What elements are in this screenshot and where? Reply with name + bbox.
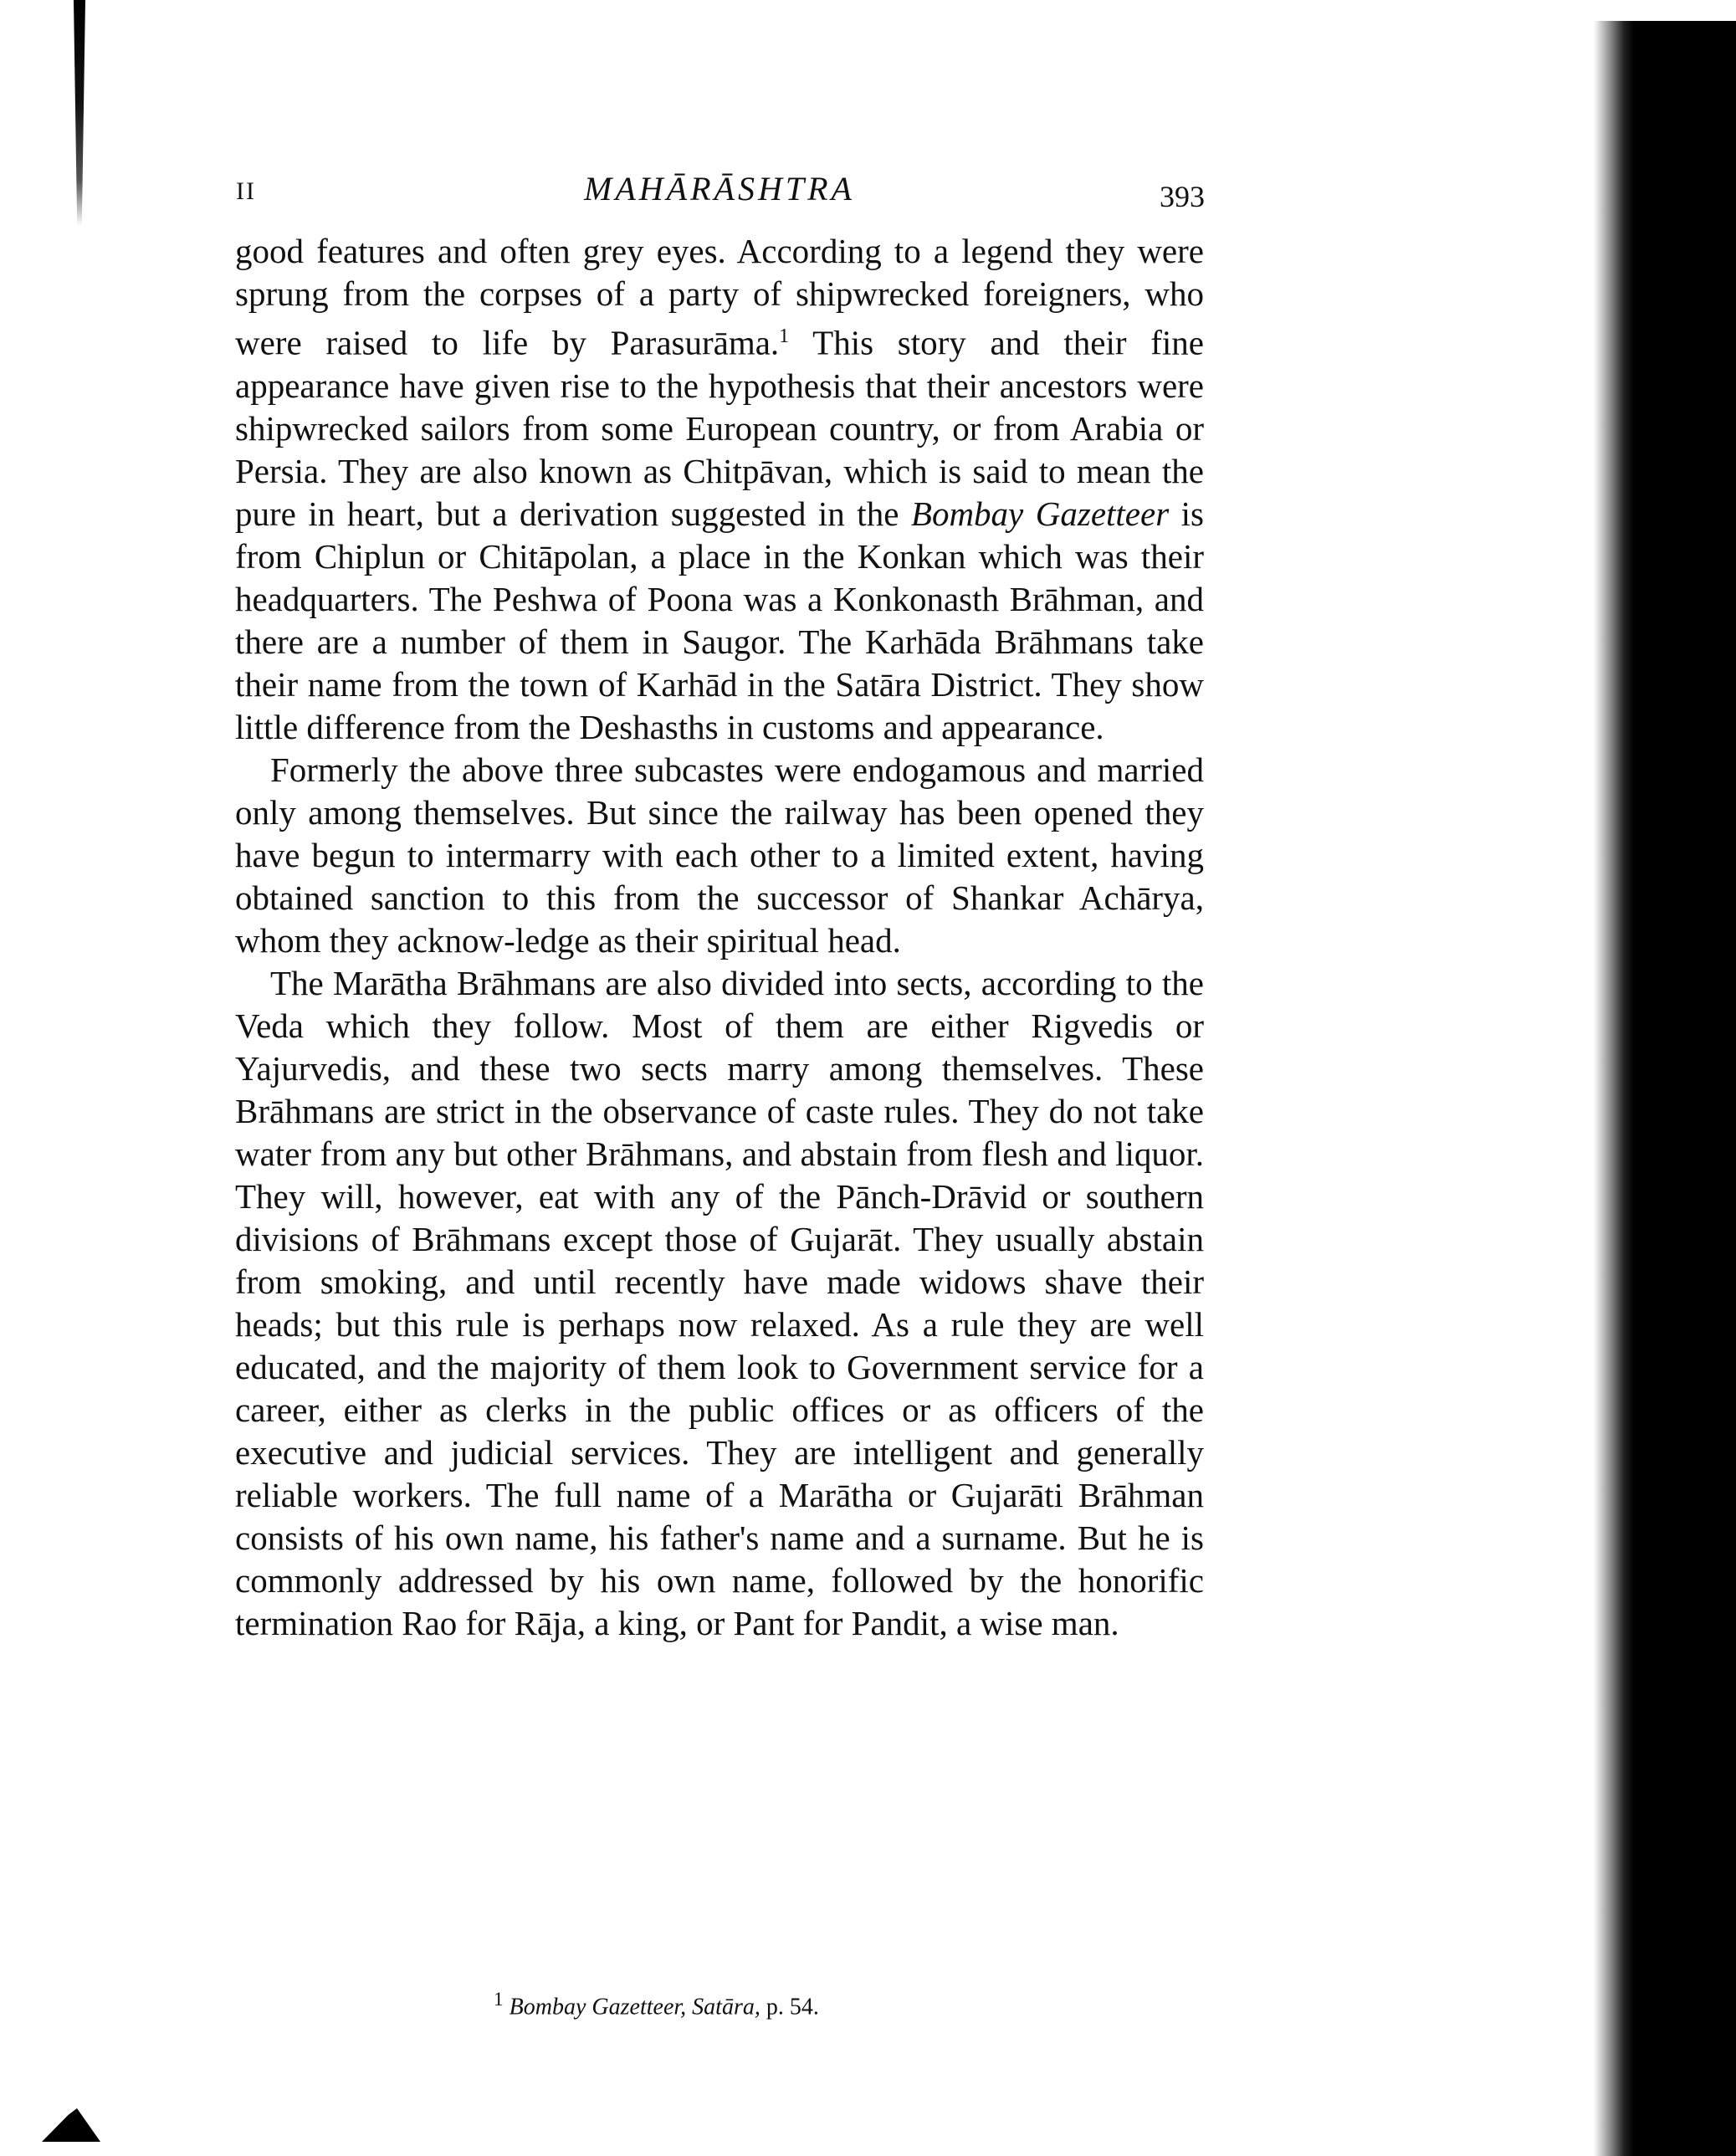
footnote-source: Bombay Gazetteer, Satāra, bbox=[509, 1994, 760, 2020]
text-run: good features and often grey eyes. According to a legend they were sprung from the corpses of a party of shipwrecked foreigners, who were raised to life by Parasurāma. bbox=[235, 232, 1204, 362]
footnote-marker: 1 bbox=[494, 1989, 504, 2010]
paragraph bbox=[235, 230, 1204, 749]
text-run: Formerly the above three subcastes were endogamous and married only among themselves. But since the railway has been opened they have begun to intermarry with each other to a limited extent, having obtained sanction to this from the successor of Shankar Achārya, whom they acknow-ledge as their spiritual head. bbox=[235, 750, 1204, 960]
text-run: The Marātha Brāhmans are also divided into sects, according to the Veda which they follow. Most of them are either Rigvedis or Yajurvedis, and these two sects marry among themselves. These Brāhmans are strict in the observance of caste rules. They do not take water from any but other Brāhmans, and abstain from flesh and liquor. They will, however, eat with any of the Pānch-Drāvid or southern divisions of Brāhmans except those of Gujarāt. They usually abstain from smoking, and until recently have made widows shave their heads; but this rule is perhaps now relaxed. As a rule they are well educated, and the majority of them look to Government service for a career, either as clerks in the public offices or as officers of the executive and judicial services. They are intelligent and generally reliable workers. The full name of a Marātha or Gujarāti Brāhman consists of his own name, his father's name and a surname. But he is commonly addressed by his own name, followed by the honorific termination Rao for Rāja, a king, or Pant for Pandit, a wise man. bbox=[235, 963, 1204, 1642]
scan-edge-mark bbox=[74, 0, 85, 226]
italic-text: Bombay Gazetteer bbox=[910, 494, 1170, 533]
footnote bbox=[494, 1983, 1079, 2024]
binding-shadow bbox=[1594, 21, 1736, 2156]
paragraph bbox=[235, 962, 1204, 1645]
footnote-page-ref: p. 54. bbox=[766, 1994, 819, 2020]
scan-corner-speck bbox=[42, 2108, 100, 2142]
running-title: MAHĀRĀSHTRA bbox=[584, 170, 855, 207]
paragraph bbox=[235, 749, 1204, 962]
body-text bbox=[235, 230, 1204, 1645]
page-number: 393 bbox=[1160, 180, 1205, 213]
text-run: This story and their fine appearance have given rise to the hypothesis that their ancestors were shipwrecked sailors from some European country, or from Arabia or Persia. They are also known as Chitpāvan, which is said to mean the pure in heart, but a derivation suggested in the bbox=[235, 323, 1204, 533]
chapter-numeral: II bbox=[236, 177, 256, 205]
running-header bbox=[234, 167, 1205, 218]
text-run: is from Chiplun or Chitāpolan, a place in the Konkan which was their headquarters. The Peshwa of Poona was a Konkonasth Brāhman, and there are a number of them in Saugor. The Karhāda Brāhmans take their name from the town of Karhād in the Satāra District. They show little difference from the Deshasths in customs and appearance. bbox=[235, 494, 1205, 746]
footnote-reference: 1 bbox=[779, 325, 790, 347]
